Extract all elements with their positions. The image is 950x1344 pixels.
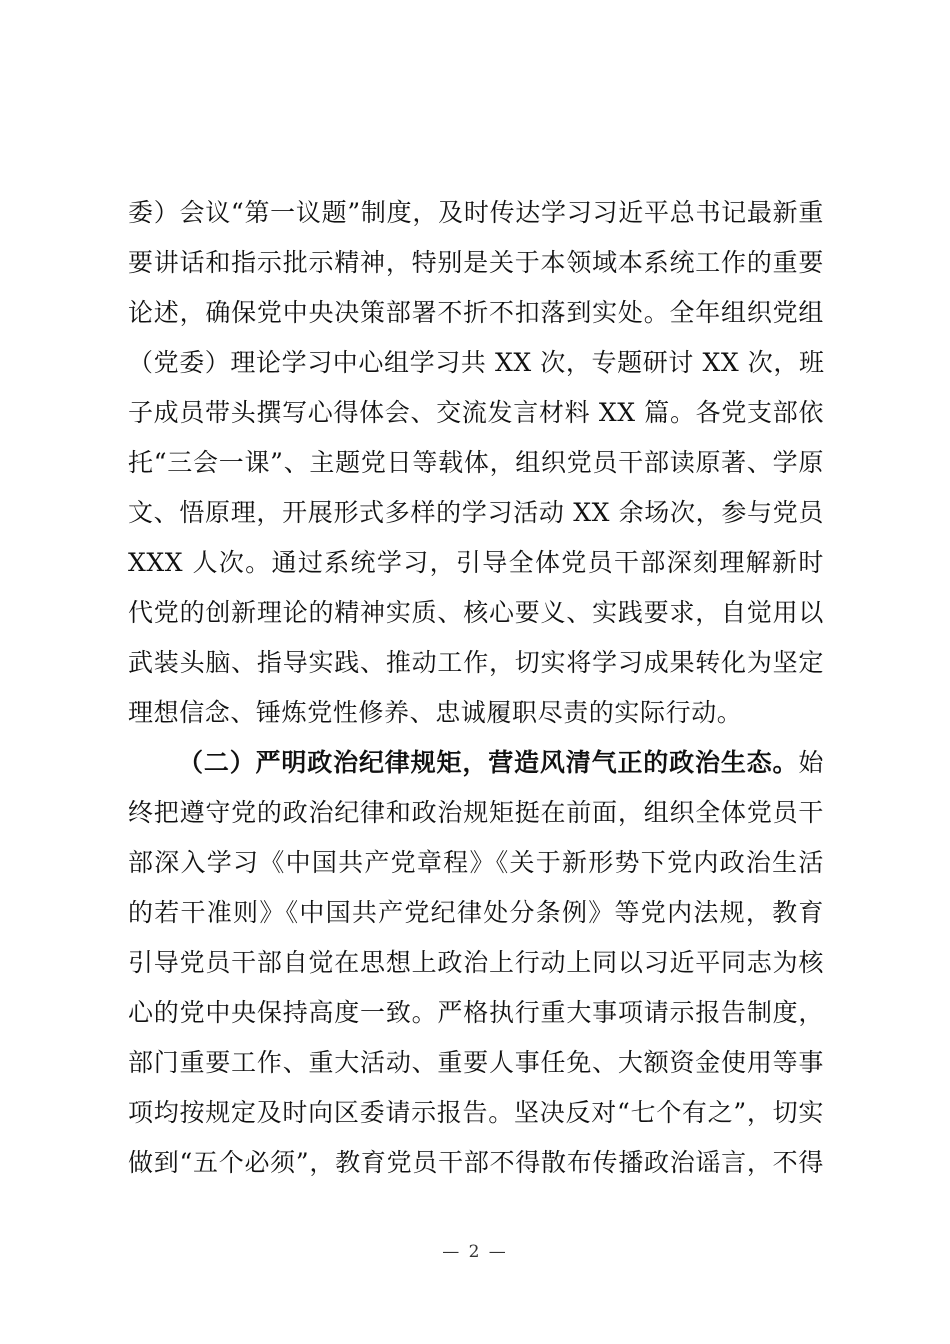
paragraph-line: 论述，确保党中央决策部署不折不扣落到实处。全年组织党组 (128, 298, 824, 327)
paragraph-line: （党委）理论学习中心组学习共 XX 次，专题研讨 XX 次，班 (128, 348, 825, 377)
paragraph-line: 武装头脑、指导实践、推动工作，切实将学习成果转化为坚定 (128, 648, 824, 677)
page-number: — 2 — (442, 1242, 508, 1262)
paragraph-line: 代党的创新理论的精神实质、核心要义、实践要求，自觉用以 (128, 598, 824, 627)
paragraph-line: 部深入学习《中国共产党章程》《关于新形势下党内政治生活 (128, 848, 824, 877)
body-text (128, 188, 824, 1188)
section-heading-tail: 始 (798, 748, 824, 777)
section-heading-line (128, 738, 824, 788)
paragraph-line: 部门重要工作、重大活动、重要人事任免、大额资金使用等事 (128, 1048, 824, 1077)
paragraph-line: 做到“五个必须”，教育党员干部不得散布传播政治谣言，不得 (128, 1148, 824, 1177)
paragraph-line: 文、悟原理，开展形式多样的学习活动 XX 余场次，参与党员 (128, 498, 824, 527)
paragraph-line: 托“三会一课”、主题党日等载体，组织党员干部读原著、学原 (128, 448, 824, 477)
paragraph-line: 要讲话和指示批示精神，特别是关于本领域本系统工作的重要 (128, 248, 824, 277)
paragraph-line: 子成员带头撰写心得体会、交流发言材料 XX 篇。各党支部依 (128, 398, 824, 427)
paragraph-line: 项均按规定及时向区委请示报告。坚决反对“七个有之”，切实 (128, 1098, 824, 1127)
section-heading: （二）严明政治纪律规矩，营造风清气正的政治生态。 (178, 748, 799, 777)
paragraph-line: 引导党员干部自觉在思想上政治上行动上同以习近平同志为核 (128, 948, 824, 977)
paragraph-line: 理想信念、锤炼党性修养、忠诚履职尽责的实际行动。 (128, 698, 743, 727)
paragraph-line: 心的党中央保持高度一致。严格执行重大事项请示报告制度， (128, 998, 824, 1027)
paragraph-line: XXX 人次。通过系统学习，引导全体党员干部深刻理解新时 (128, 548, 824, 577)
paragraph-line: 委）会议“第一议题”制度，及时传达学习习近平总书记最新重 (128, 198, 824, 227)
paragraph-line: 终把遵守党的政治纪律和政治规矩挺在前面，组织全体党员干 (128, 798, 824, 827)
paragraph-line: 的若干准则》《中国共产党纪律处分条例》等党内法规，教育 (128, 898, 824, 927)
